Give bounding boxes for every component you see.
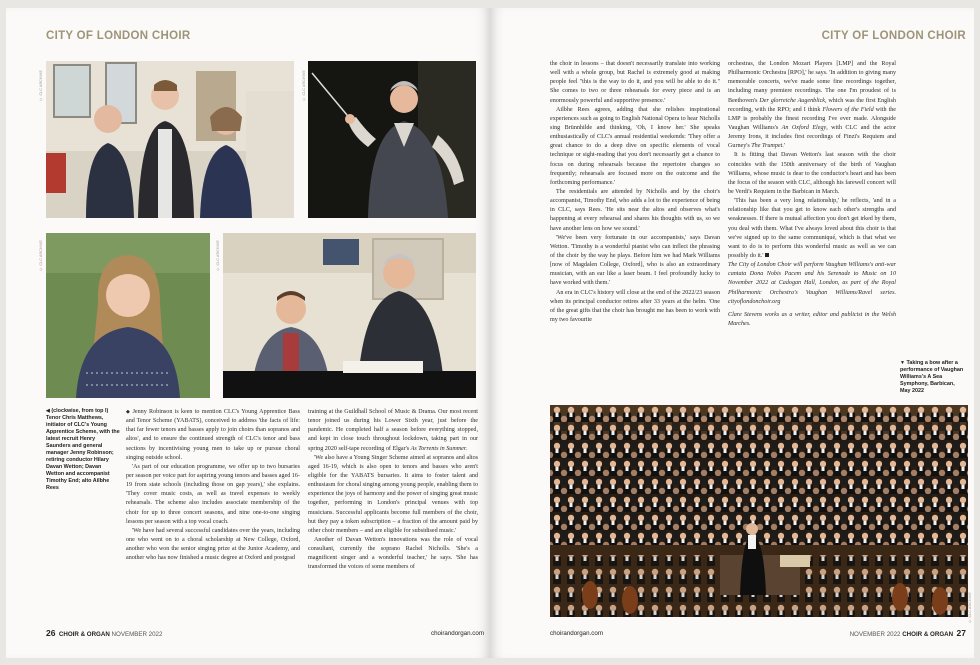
paragraph: An era in CLC's history will close at the end of the 2022/23 season when its principal conductor retires after 33 years at the helm. 'One of the great gifts that the choir has brought me has been to work with my two favourite — [550, 289, 720, 323]
photo-alto-ailbhe-rees — [46, 233, 210, 398]
paragraph: ◆ Jenny Robinson is keen to mention CLC's Young Apprentice Bass and Tenor Scheme (YABATS), conceived to address 'the facts of life: that far fewer tenors and basses apply to join choirs than sopranos and altos', and to ensure the continued strength of CLC's tenor and bass sections by incentivising young men to take up or pursue choral singing outside school. — [126, 409, 300, 461]
running-head-right: CITY OF LONDON CHOIR — [821, 30, 966, 42]
photo-credit: © CLC ARCHIVE — [39, 240, 43, 271]
paragraph: 'We have had several successful candidates over the years, including one who went on to a choral scholarship at New College, Oxford, another who won the senior singing prize at the Junior Academy, and another who has now finished a music degree at Oxford and postgrad — [126, 527, 300, 562]
choir-and-orchestra-illustration — [550, 405, 968, 617]
folio-url-left[interactable] — [431, 630, 484, 637]
folio-left — [46, 628, 162, 638]
page-number: 27 — [956, 628, 966, 638]
paragraph: training at the Guildhall School of Music & Drama. Our most recent tenor joined us during his Lower Sixth year, just before the pandemic. He completed half a season before everything stopped, and kept in close touch throughout lockdown, taking part in our spring 2020 self-tape recording of Elgar's As Torrents in Summer. — [308, 409, 478, 452]
paragraph: It is fitting that Davan Wetton's last season with the choir coincides with the 150th anniversary of the birth of Vaughan Williams, whose music is dear to the conductor's heart and has been the focus of the season with CLC, although his farewell concert will be Verdi's Requiem in the Barbican in March. — [728, 152, 896, 195]
right-page — [490, 8, 974, 658]
folio-url-right[interactable] — [550, 630, 603, 637]
paragraph: 'We've been very fortunate in our accompanists,' says Davan Wetton. 'Timothy is a wonderful pianist who can inflect the phrasing of the choir by the way he plays. Before him we had Mark Williams [now of Magdalen College, Oxford], who is also an extraordinary musician, with an ear like a laser beam. I feel profoundly lucky to have worked with them.' — [550, 234, 720, 287]
paragraph: 'As part of our education programme, we offer up to two bursaries per season per voice part for aspiring young tenors and basses aged 16-19 from state schools (including those on gap years),' she explains. 'They cover music costs, as well as travel expenses to weekly rehearsals. The scheme also includes associate membership of the choir for up to three concert seasons, and nine one-to-one singing lessons per season with a top vocal coach. — [126, 463, 300, 525]
paragraph: 'This has been a very long relationship,' he reflects, 'and in a relationship like that you get to know each other's strengths and weaknesses. If there is mutual affection you don't get irked by them, you deal with them. What I've always loved about this choir is that we've signed up to the same communiqué, which is that what we want to do is to perform this wonderful music as well as we can possibly do it.' — [728, 198, 896, 259]
photo-credit: © CLC ARCHIVE — [216, 240, 220, 271]
photo-credit: © CLC ARCHIVE — [968, 592, 972, 623]
paragraph: The residentials are attended by Nicholls and by the choir's accompanist, Timothy End, who adds a lot to the experience of being in CLC, says Rees. 'He sits near the altos and observes what's happening at every rehearsal and shares his thoughts with us, so we have another lens on how we sound.' — [550, 188, 720, 232]
photo-chris-henry-jenny — [46, 61, 294, 218]
paragraph: Another of Davan Wetton's innovations was the role of vocal consultant, currently the soprano Rachel Nicholls. 'She's a magnificent singer and a wonderful teacher,' he says. 'She has transformed the voices of some members of — [308, 536, 478, 571]
author-bio: Clare Stevens works as a writer, editor and publicist in the Welsh Marches. — [728, 311, 896, 327]
article-column-1 — [126, 408, 300, 563]
article-column-2 — [308, 408, 478, 573]
photo-credit: © CLC ARCHIVE — [302, 70, 306, 101]
concert-note: The City of London Choir will perform Vaughan Williams's anti-war cantata Dona Nobis Pacem and his Serenade to Music on 10 November 2022 at Cadogan Hall, London, as part of the Royal Philharmonic Orchestra's Vaughan Williams/Ravel series. cityoflondonchoir.org — [728, 262, 896, 305]
article-column-4 — [728, 60, 896, 329]
article-column-3 — [550, 60, 720, 325]
caption-arrow-icon: ▼ — [900, 360, 905, 366]
photo-credit: © CLC ARCHIVE — [39, 70, 43, 101]
paragraph: Ailbhe Rees agrees, adding that she relishes inspirational experiences such as going to English National Opera to hear Nicholls sing Brünnhilde and thinking, 'Oh, I know her.' She speaks enthusiastically of CLC's annual residential weekends: 'They offer a great chance to do a deep dive on specific elements of vocal technique or sight-reading that you don't necessarily get a chance to focus on during rehearsals because the repertoire changes so frequently; rehearsals are focused more on the outcome and the forthcoming performance.' — [550, 106, 720, 186]
page-number: 26 — [46, 628, 56, 638]
photo-caption — [46, 408, 120, 492]
caption-text: (clockwise, from top l) Tenor Chris Matthews, initiator of CLC's Young Apprentice Scheme, with the latest recruit Henry Saunders and general manager Jenny Robinson; retiring conductor Hilary Davan Wetton; Davan Wetton and accompanist Timothy End; alto Ailbhe Rees — [46, 408, 120, 492]
website-link[interactable]: choirandorgan.com — [550, 630, 603, 637]
running-head-left: CITY OF LONDON CHOIR — [46, 30, 191, 42]
paragraph: the choir in lessons – that doesn't necessarily translate into working well with a whole group, but Rachel is extremely good at making people feel "this is the way to do it, and you will be able to do it." She comes to two or three rehearsals for every piece and is an enormously powerful and supportive presence.' — [550, 61, 720, 104]
end-of-article-icon — [765, 253, 769, 257]
photo-davan-wetton-and-timothy-end — [223, 233, 476, 398]
website-link[interactable]: choirandorgan.com — [431, 630, 484, 637]
magazine-name: CHOIR & ORGAN — [902, 631, 954, 638]
left-page — [6, 8, 490, 658]
photo-sea-symphony-barbican — [550, 405, 968, 617]
issue-date: NOVEMBER 2022 — [111, 631, 163, 638]
drop-marker-icon: ◆ — [126, 410, 133, 415]
paragraph: orchestras, the London Mozart Players [LMP] and the Royal Philharmonic Orchestra [RPO],' he says. 'In addition to giving many memorable concerts, we've made some fine recordings together, including many premiere recordings. The one I'm proudest of is Beethoven's Der glorreiche Augenblick, which was the first English recording, with the RPO; and I think Flowers of the Field with the LMP is probably the finest recording I've ever made. Alongside Vaughan Williams's An Oxford Elegy, with CLC and the actor Jeremy Irons, it includes first recordings of Finzi's Requiem and Gurney's The Trumpet.' — [728, 61, 897, 150]
folio-right — [850, 628, 966, 638]
caption-arrow-icon: ◀ — [46, 408, 50, 414]
photo-conductor-davan-wetton — [308, 61, 476, 218]
concert-photo-caption: ▼ Taking a bow after a performance of Vaughan Williams's A Sea Symphony, Barbican, May 2022 — [900, 360, 964, 395]
piano-illustration — [223, 233, 476, 398]
issue-date: NOVEMBER 2022 — [849, 631, 901, 638]
group-photo-illustration — [46, 61, 294, 218]
alto-portrait-illustration — [46, 233, 210, 398]
paragraph: 'We also have a Young Singer Scheme aimed at sopranos and altos aged 16-19, which is also open to tenors and basses who aren't eligible for the YABATS bursaries. It aims to foster talent and enthusiasm for choral singing among young people, enabling them to experience the joys of harmony and the power of singing great music together, performing in London's principal venues with top musicians. Successful applicants become full members of the choir, but they pay a token subscription – a fraction of the amount paid by other choir members – and are eligible for subsidised music.' — [308, 454, 478, 534]
magazine-name: CHOIR & ORGAN — [58, 631, 110, 638]
conductor-illustration — [308, 61, 476, 218]
